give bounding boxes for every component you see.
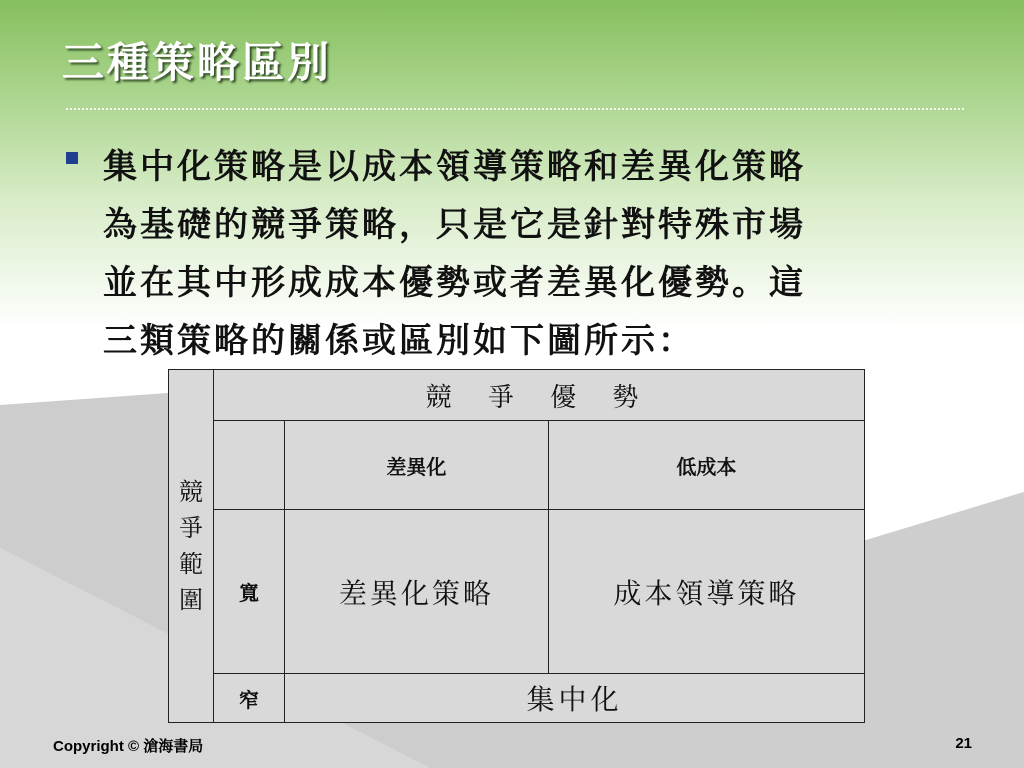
row-header-narrow: 窄 bbox=[214, 674, 285, 723]
row-header-wide: 寬 bbox=[214, 510, 285, 674]
page-number: 21 bbox=[955, 735, 972, 752]
bullet-paragraph bbox=[103, 138, 983, 370]
bullet-line: 集中化策略是以成本領導策略和差異化策略 bbox=[103, 147, 806, 187]
vertical-label-char: 競 bbox=[179, 478, 203, 506]
cell-cost-leadership-strategy: 成本領導策略 bbox=[548, 510, 864, 674]
vertical-label-char: 爭 bbox=[179, 514, 203, 542]
title-divider bbox=[66, 108, 964, 110]
cell-differentiation-strategy: 差異化策略 bbox=[285, 510, 549, 674]
vertical-label-competitive-scope bbox=[169, 370, 214, 723]
slide-title: 三種策略區別 bbox=[62, 38, 333, 87]
square-bullet-icon bbox=[66, 152, 78, 164]
bullet-line: 為基礎的競爭策略，只是它是針對特殊市場 bbox=[103, 205, 806, 245]
col-header-differentiation: 差異化 bbox=[285, 421, 549, 510]
vertical-label-char: 圍 bbox=[179, 586, 203, 614]
col-header-low-cost: 低成本 bbox=[548, 421, 864, 510]
header-competitive-advantage: 競 爭 優 勢 bbox=[214, 370, 865, 421]
cell-focus-strategy: 集中化 bbox=[285, 674, 865, 723]
footer-copyright: Copyright © 滄海書局 bbox=[53, 738, 204, 755]
strategy-matrix-table bbox=[168, 369, 865, 723]
bullet-line: 三類策略的關係或區別如下圖所示： bbox=[103, 321, 695, 361]
empty-corner-cell bbox=[214, 421, 285, 510]
bullet-line: 並在其中形成成本優勢或者差異化優勢。這 bbox=[103, 263, 806, 303]
vertical-label-char: 範 bbox=[179, 550, 203, 578]
